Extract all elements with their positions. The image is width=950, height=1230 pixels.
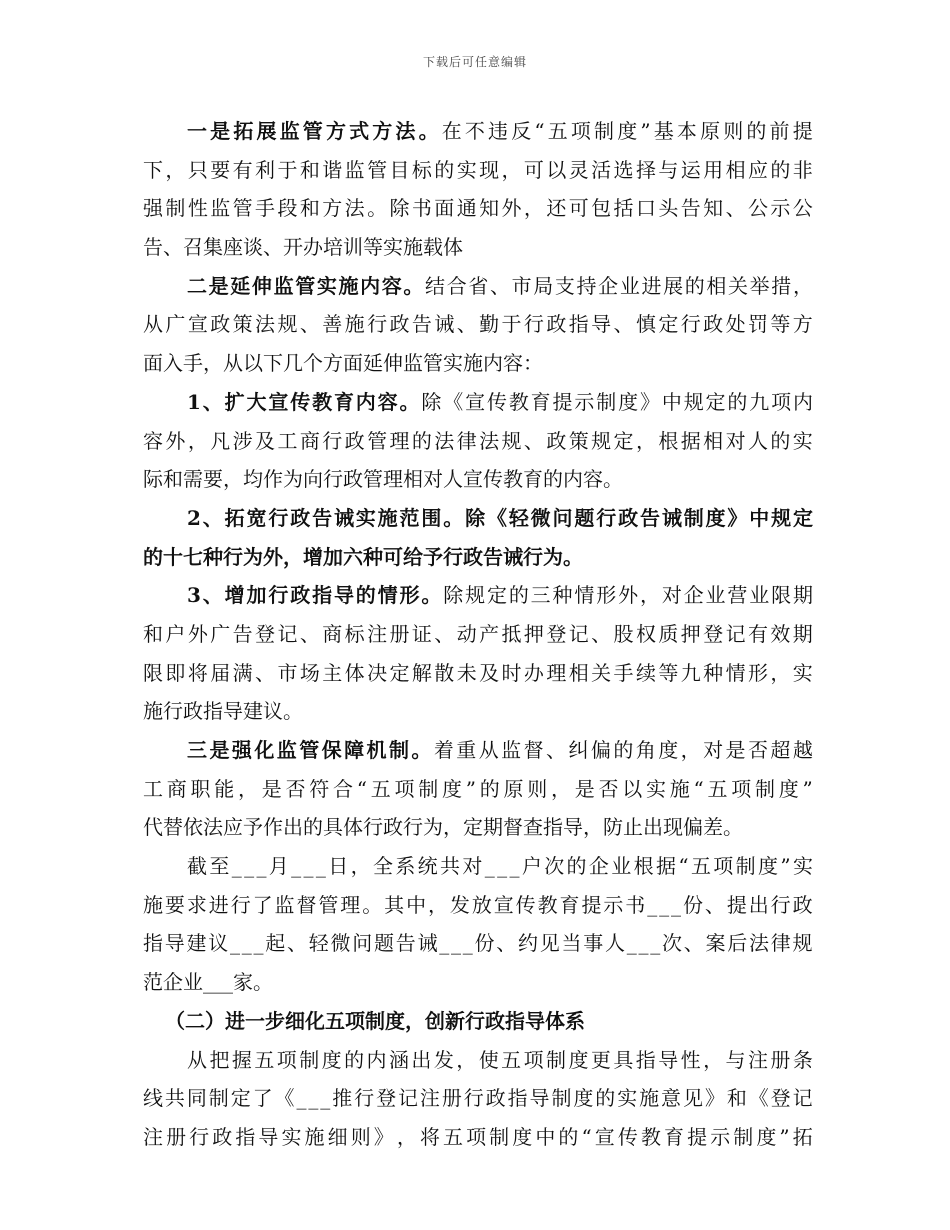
text-line: 代 替 依 法 应 予 作 出 的 具 体 行 政 行 为 ， 定 期 督 查 指 导 ， 防 止 出 现 偏 差 。 bbox=[143, 815, 743, 840]
text-line: 三 是 强 化 监 管 保 障 机 制 。 着 重 从 监 督 、 纠 偏 的 角 度 ， 对 是 否 超 越 bbox=[187, 738, 813, 762]
text-line: 从 把 握 五 项 制 度 的 内 涵 出 发 ， 使 五 项 制 度 更 具 指 导 性 ， 与 注 册 条 bbox=[187, 1047, 813, 1072]
text-line: 面 入 手 ， 从 以 下 几 个 方 面 延 伸 监 管 实 施 内 容 ： bbox=[143, 351, 543, 376]
text-line: 二 是 延 伸 监 管 实 施 内 容 。 结 合 省 、 市 局 支 持 企 业 进 展 的 相 关 举 措 ， bbox=[187, 273, 813, 298]
text-line: 和 户 外 广 告 登 记 、 商 标 注 册 证 、 动 产 抵 押 登 记 、 股 权 质 押 登 记 有 效 期 bbox=[143, 621, 813, 646]
text-line: 施 要 求 进 行 了 监 督 管 理 。 其 中 ， 发 放 宣 传 教 育 提 示 书 _ _ _ 份 、 提 出 行 政 bbox=[143, 892, 813, 917]
document-body bbox=[143, 112, 813, 1157]
text-line: 容 外 ， 凡 涉 及 工 商 行 政 管 理 的 法 律 法 规 、 政 策 规 定 ， 根 据 相 对 人 的 实 bbox=[143, 428, 813, 453]
text-line: 下 ， 只 要 有 利 于 和 谐 监 管 目 标 的 实 现 ， 可 以 灵 活 选 择 与 运 用 相 应 的 非 bbox=[143, 157, 813, 182]
text-line: 截 至 _ _ _ 月 _ _ _ 日 ， 全 系 统 共 对 _ _ _ 户 次 的 企 业 根 据 “ 五 项 制 度 ” 实 bbox=[187, 854, 813, 879]
text-line: 告 、 召 集 座 谈 、 开 办 培 训 等 实 施 载 体 bbox=[143, 235, 463, 260]
text-line: 际 和 需 要 ， 均 作 为 向 行 政 管 理 相 对 人 宣 传 教 育 的 内 容 。 bbox=[143, 467, 623, 492]
text-line: 范 企 业 _ _ _ 家 。 bbox=[143, 970, 273, 995]
text-line: 2 、 拓 宽 行 政 告 诫 实 施 范 围 。 除 《 轻 微 问 题 行 政 告 诫 制 度 》 中 规 定 bbox=[187, 505, 813, 530]
text-line: 指 导 建 议 _ _ _ 起 、 轻 微 问 题 告 诫 _ _ _ 份 、 约 见 当 事 人 _ _ _ 次 、 案 后 法 律 规 bbox=[143, 931, 813, 956]
text-line: 一 是 拓 展 监 管 方 式 方 法 。 在 不 违 反 “ 五 项 制 度 ” 基 本 原 则 的 前 提 bbox=[187, 119, 813, 143]
text-line: 从 广 宣 政 策 法 规 、 善 施 行 政 告 诫 、 勤 于 行 政 指 导 、 慎 定 行 政 处 罚 等 方 bbox=[143, 312, 813, 337]
text-line: （ 二 ） 进 一 步 细 化 五 项 制 度 ， 创 新 行 政 指 导 体 系 bbox=[165, 1008, 585, 1033]
page-header: 下载后可任意编辑 bbox=[422, 55, 527, 69]
text-line: 注 册 行 政 指 导 实 施 细 则 》 ， 将 五 项 制 度 中 的 “ 宣 传 教 育 提 示 制 度 ” 拓 bbox=[143, 1124, 813, 1149]
text-line: 的 十 七 种 行 为 外 ， 增 加 六 种 可 给 予 行 政 告 诫 行 为 。 bbox=[143, 544, 583, 569]
text-line: 施 行 政 指 导 建 议 。 bbox=[143, 699, 303, 724]
text-line: 3 、 增 加 行 政 指 导 的 情 形 。 除 规 定 的 三 种 情 形 外 ， 对 企 业 营 业 限 期 bbox=[187, 583, 813, 608]
text-line: 工 商 职 能 ， 是 否 符 合 “ 五 项 制 度 ” 的 原 则 ， 是 否 以 实 施 “ 五 项 制 度 ” bbox=[143, 776, 813, 801]
text-line: 限 即 将 届 满 、 市 场 主 体 决 定 解 散 未 及 时 办 理 相 关 手 续 等 九 种 情 形 ， 实 bbox=[143, 660, 813, 685]
text-line: 强 制 性 监 管 手 段 和 方 法 。 除 书 面 通 知 外 ， 还 可 包 括 口 头 告 知 、 公 示 公 bbox=[143, 196, 813, 221]
text-line: 1 、 扩 大 宣 传 教 育 内 容 。 除 《 宣 传 教 育 提 示 制 度 》 中 规 定 的 九 项 内 bbox=[187, 389, 813, 414]
text-line: 线 共 同 制 定 了 《 _ _ _ 推 行 登 记 注 册 行 政 指 导 制 度 的 实 施 意 见 》 和 《 登 记 bbox=[143, 1086, 813, 1111]
